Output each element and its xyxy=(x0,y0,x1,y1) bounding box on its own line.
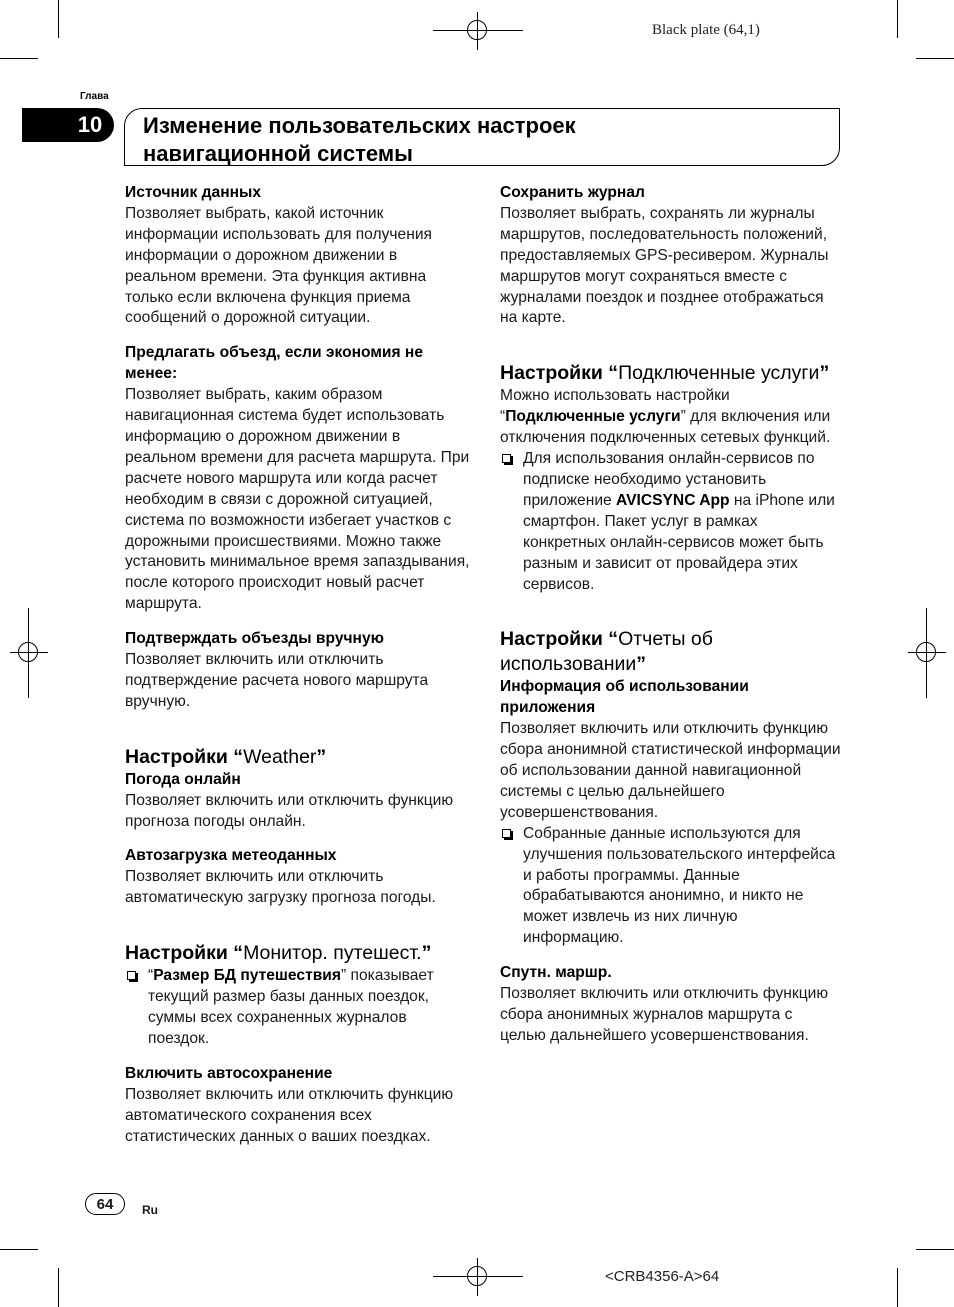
weather-autoload-title: Автозагрузка метеоданных xyxy=(125,847,337,865)
chapter-title-line-2: навигационной системы xyxy=(143,141,413,166)
monitor-heading-prefix: Настройки “ xyxy=(125,942,244,965)
trip-monitor-section-heading xyxy=(125,941,470,966)
detour-savings-text: Позволяет выбрать, каким образом навигационная система будет использовать информацию о дорожном движении в реальном времени для расчета маршрута. При расчете нового маршрута или когда расчет необходим в связи с дорожной ситуацией, система по возможности избегает участков с дорожными происшествиями. Можно также установить минимальное время запаздывания, после которого происходит новый расчет маршрута. xyxy=(125,386,470,613)
conn-heading-prefix: Настройки “ xyxy=(500,362,619,385)
conn-text-pre: Можно использовать настройки “ xyxy=(500,387,730,426)
avicsync-bullet-pre: Для использования онлайн-сервисов по подписке необходимо установить приложение xyxy=(523,450,815,509)
monitor-heading-suffix: ” xyxy=(421,942,432,965)
conn-heading-suffix: ” xyxy=(819,362,830,385)
chapter-number: 10 xyxy=(22,108,114,142)
autosave-text: Позволяет включить или отключить функцию автоматического сохранения всех статистических данных о ваших поездках. xyxy=(125,1085,454,1145)
page-number: 64 xyxy=(85,1193,125,1215)
conn-heading-name: Подключенные услуги xyxy=(618,362,820,385)
detour-savings-title: Предлагать объезд, если экономия не менее: xyxy=(125,344,423,383)
connected-services-text xyxy=(500,386,842,449)
sat-route-title: Спутн. маршр. xyxy=(500,964,612,982)
avicsync-app-name: AVICSYNC App xyxy=(616,491,730,509)
chapter-title xyxy=(143,112,833,168)
rep-heading-name: Отчеты об использовании xyxy=(500,628,713,676)
weather-online-text: Позволяет включить или отключить функцию прогноза погоды онлайн. xyxy=(125,791,454,830)
save-log-text: Позволяет выбрать, сохранять ли журналы маршрутов, последовательность положений, предоставляемых GPS-ресивером. Журналы маршрутов могут сохраняться вместе с журналами поездок и позднее отображаться на карте. xyxy=(500,204,829,327)
conn-text-bold: Подключенные услуги xyxy=(505,408,681,426)
document-code: <CRB4356-A>64 xyxy=(605,1268,720,1285)
left-column xyxy=(125,183,470,1147)
trip-db-bullet-post: ” показывает текущий размер базы данных поездок, суммы всех сохраненных журналов поездок. xyxy=(148,967,434,1047)
app-usage-info-title: Информация об использовании приложения xyxy=(500,678,749,717)
trip-db-bullet-pre: “ xyxy=(148,967,154,985)
trip-db-bullet-bold: Размер БД путешествия xyxy=(153,967,341,985)
weather-heading-name: Weather xyxy=(243,745,317,768)
language-code: Ru xyxy=(142,1203,158,1217)
weather-section-heading xyxy=(125,745,470,770)
checkbox-bullet-icon xyxy=(127,971,136,980)
checkbox-bullet-icon xyxy=(502,454,511,463)
connected-services-section-heading xyxy=(500,361,842,386)
confirm-detours-text: Позволяет включить или отключить подтверждение расчета нового маршрута вручную. xyxy=(125,651,429,710)
avicsync-bullet xyxy=(500,449,842,595)
weather-heading-prefix: Настройки “ xyxy=(125,745,244,768)
collected-data-bullet xyxy=(500,824,842,949)
data-source-title: Источник данных xyxy=(125,184,262,201)
plate-label: Black plate (64,1) xyxy=(652,22,760,38)
confirm-detours-title: Подтверждать объезды вручную xyxy=(125,630,384,648)
autosave-title: Включить автосохранение xyxy=(125,1064,333,1082)
chapter-label: Глава xyxy=(80,91,109,102)
checkbox-bullet-icon xyxy=(502,829,511,838)
right-column xyxy=(500,183,842,1047)
weather-autoload-text: Позволяет включить или отключить автоматическую загрузку прогноза погоды. xyxy=(125,868,436,907)
app-usage-info-text: Позволяет включить или отключить функцию сбора анонимной статистической информации об использовании данной навигационной системы с целью дальнейшего усовершенствования. xyxy=(500,720,841,821)
chapter-title-line-1: Изменение пользовательских настроек xyxy=(143,113,576,138)
weather-heading-suffix: ” xyxy=(316,745,327,768)
save-log-title: Сохранить журнал xyxy=(500,184,645,201)
trip-db-size-bullet xyxy=(125,966,470,1050)
usage-reports-section-heading xyxy=(500,627,842,677)
avicsync-bullet-post: на iPhone или смартфон. Пакет услуг в рамках конкретных онлайн-сервисов может быть разным и зависит от провайдера этих сервисов. xyxy=(523,491,835,593)
weather-online-title: Погода онлайн xyxy=(125,770,241,788)
data-source-text: Позволяет выбрать, какой источник информации использовать для получения информации о дорожном движении в реальном времени. Эта функция активна только если включена функция приема сообщений о дорожной ситуации. xyxy=(125,204,432,327)
conn-text-post: ” для включения или отключения подключенных сетевых функций. xyxy=(500,408,831,447)
collected-data-bullet-text: Собранные данные используются для улучшения пользовательского интерфейса и работы программы. Данные обрабатываются анонимно, и никто не может извлечь из них личную информацию. xyxy=(523,824,836,947)
rep-heading-suffix: ” xyxy=(636,653,647,676)
sat-route-text: Позволяет включить или отключить функцию сбора анонимных журналов маршрута с целью дальнейшего усовершенствования. xyxy=(500,985,829,1044)
monitor-heading-name: Монитор. путешест. xyxy=(243,942,422,965)
rep-heading-prefix: Настройки “ xyxy=(500,628,619,651)
